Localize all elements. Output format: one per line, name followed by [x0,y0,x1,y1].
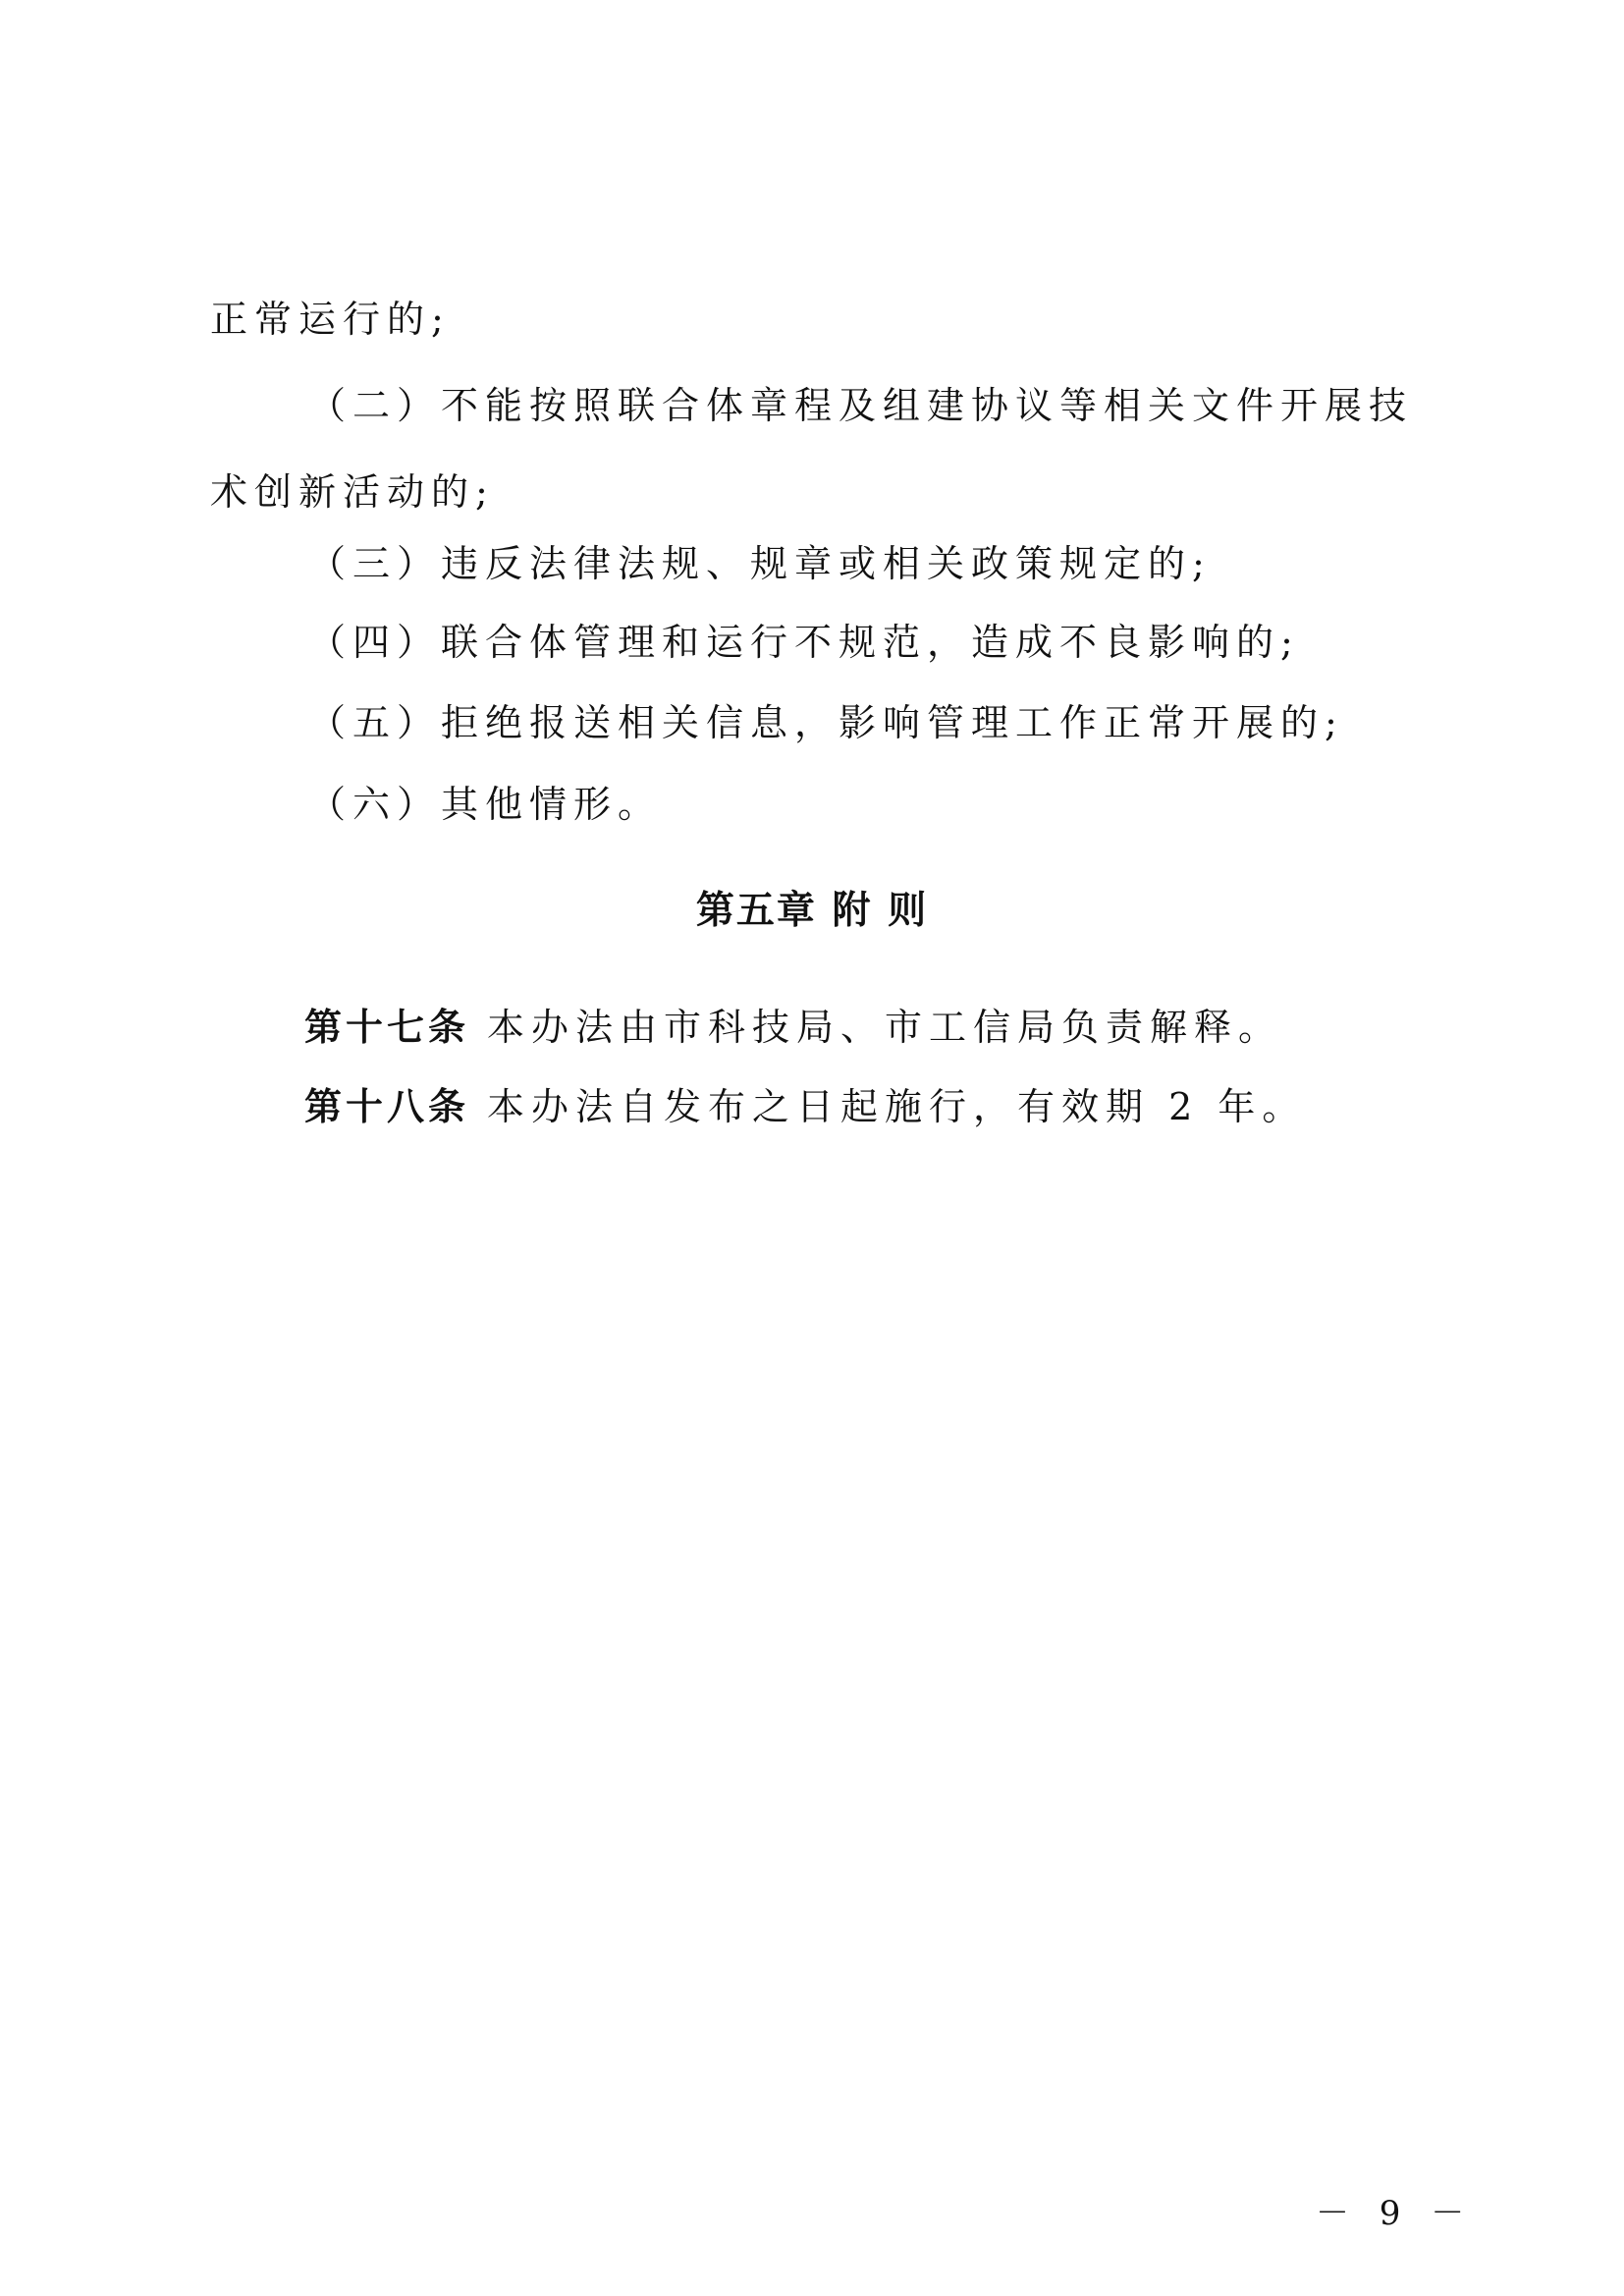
article-seventeen [304,1006,1283,1049]
article-label: 第十七条 [304,1006,470,1049]
list-item-three: （三）违反法律法规、规章或相关政策规定的; [308,542,1212,585]
body-line: 正常运行的; [210,298,451,341]
chapter-title: 第五章 附 则 [695,889,929,933]
list-item-six: （六）其他情形。 [308,783,663,826]
article-text: 本办法由市科技局、市工信局负责解释。 [487,1006,1283,1049]
body-line: 术创新活动的; [210,470,495,514]
list-item-four: （四）联合体管理和运行不规范，造成不良影响的; [308,621,1300,664]
list-item-five: （五）拒绝报送相关信息，影响管理工作正常开展的; [308,701,1344,744]
article-eighteen [304,1085,1307,1128]
article-label: 第十八条 [304,1085,470,1128]
article-text: 本办法自发布之日起施行，有效期 2 年。 [487,1085,1307,1128]
list-item-two: （二）不能按照联合体章程及组建协议等相关文件开展技 [308,384,1414,427]
page-number: － 9 － [1316,2194,1475,2233]
